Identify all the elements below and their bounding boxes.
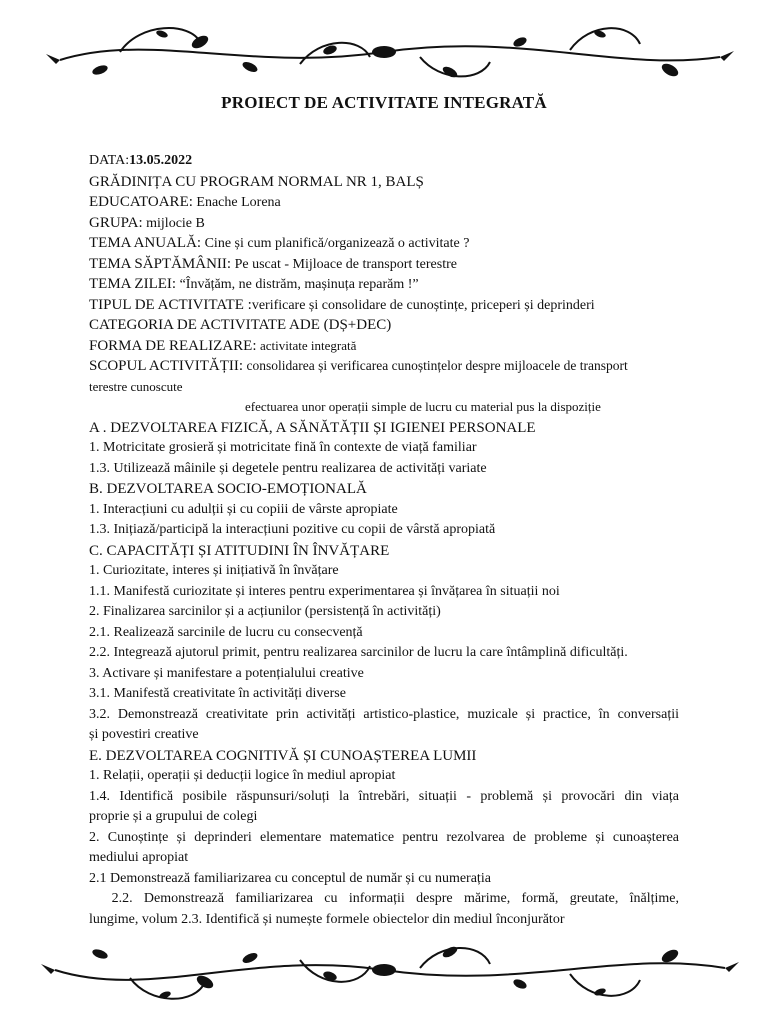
section-c-item-2: 2. Finalizarea sarcinilor și a acțiunilor (persistență în activități)	[89, 604, 441, 619]
section-c-item-3-2: 3.2. Demonstrează creativitate prin activități artistico-plastice, muzicale și practice, în conversații	[89, 706, 679, 722]
section-e-item-1-4: 1.4. Identifică posibile răspunsuri/soluți la întrebări, situații - problemă și provocări din viața	[89, 788, 679, 804]
section-c-item-3: 3. Activare și manifestare a potențialului creative	[89, 665, 364, 681]
purpose-second-objective: efectuarea unor operații simple de lucru cu material pus la dispoziție	[245, 399, 601, 414]
weekly-theme-line: TEMA SĂPTĂMÂNII: Pe uscat - Mijloace de transport terestre	[89, 255, 457, 272]
daily-theme-line: TEMA ZILEI: “Învățăm, ne distrăm, mașinuța reparăm !”	[89, 276, 419, 292]
activity-category-line: CATEGORIA DE ACTIVITATE ADE (DȘ+DEC)	[89, 317, 392, 333]
section-b-item-1: 1. Interacțiuni cu adulții și cu copiii de vârste apropiate	[89, 501, 398, 517]
section-c-title: C. CAPACITĂȚI ȘI ATITUDINI ÎN ÎNVĂȚARE	[89, 542, 390, 559]
purpose-continuation: terestre cunoscute	[89, 378, 183, 394]
kindergarten-line: GRĂDINIȚA CU PROGRAM NORMAL NR 1, BALȘ	[89, 173, 424, 190]
form-line: FORMA DE REALIZARE: activitate integrată	[89, 337, 357, 354]
section-c-item-1: 1. Curiozitate, interes și inițiativă în învățare	[89, 563, 339, 578]
section-e-item-1-4-continuation: proprie și a grupului de colegi	[89, 809, 258, 824]
date-line: DATA:13.05.2022	[89, 153, 193, 168]
group-line: GRUPA: mijlocie B	[89, 214, 205, 231]
section-b-title: B. DEZVOLTAREA SOCIO-EMOȚIONALĂ	[89, 481, 367, 497]
section-a-title: A . DEZVOLTAREA FIZICĂ, A SĂNĂTĂȚII ȘI IGIENEI PERSONALE	[89, 419, 536, 436]
section-e-item-2-1: 2.1 Demonstrează familiarizarea cu conceptul de număr și cu numerația	[89, 870, 491, 886]
section-c-item-3-2-continuation: și povestiri creative	[89, 727, 199, 742]
teacher-line: EDUCATOARE: Enache Lorena	[89, 194, 281, 210]
purpose-line: SCOPUL ACTIVITĂȚII: consolidarea și verificarea cunoștințelor despre mijloacele de transport	[89, 358, 628, 374]
annual-theme-line: TEMA ANUALĂ: Cine și cum planifică/organizează o activitate ?	[89, 235, 470, 251]
bottom-floral-ornament	[0, 940, 768, 1010]
section-a-item-1: 1. Motricitate grosieră și motricitate fină în contexte de viață familiar	[89, 440, 477, 455]
section-a-item-1-3: 1.3. Utilizează mâinile și degetele pentru realizarea de activități variate	[89, 460, 487, 476]
activity-type-line: TIPUL DE ACTIVITATE :verificare și consolidare de cunoștințe, priceperi și deprinderi	[89, 296, 595, 313]
section-b-item-1-3: 1.3. Inițiază/participă la interacțiuni pozitive cu copii de vârstă apropiată	[89, 522, 496, 537]
section-e-item-1: 1. Relații, operații și deducții logice în mediul apropiat	[89, 768, 396, 783]
section-c-item-1-1: 1.1. Manifestă curiozitate și interes pentru experimentarea și învățarea în situații noi	[89, 583, 560, 599]
section-c-item-2-2: 2.2. Integrează ajutorul primit, pentru realizarea sarcinilor de lucru la care întâmplină dificultăți.	[89, 645, 628, 660]
top-floral-ornament	[0, 12, 768, 82]
section-c-item-2-1: 2.1. Realizează sarcinile de lucru cu consecvență	[89, 624, 363, 640]
section-e-title: E. DEZVOLTAREA COGNITIVĂ ȘI CUNOAȘTEREA LUMII	[89, 747, 477, 764]
section-e-item-2-2: 2.2. Demonstrează familiarizarea cu informații despre mărime, formă, greutate, înălțime,	[89, 891, 679, 906]
section-c-item-3-1: 3.1. Manifestă creativitate în activități diverse	[89, 686, 346, 701]
section-e-item-2-continuation: mediului apropiat	[89, 850, 189, 865]
document-title: PROIECT DE ACTIVITATE INTEGRATĂ	[221, 93, 547, 112]
section-e-item-2-2-continuation: lungime, volum 2.3. Identifică și numește formele obiectelor din mediul înconjurător	[89, 911, 565, 927]
section-e-item-2: 2. Cunoștințe și deprinderi elementare matematice pentru rezolvarea de probleme și cunoașterea	[89, 829, 679, 845]
document-body	[89, 151, 679, 930]
